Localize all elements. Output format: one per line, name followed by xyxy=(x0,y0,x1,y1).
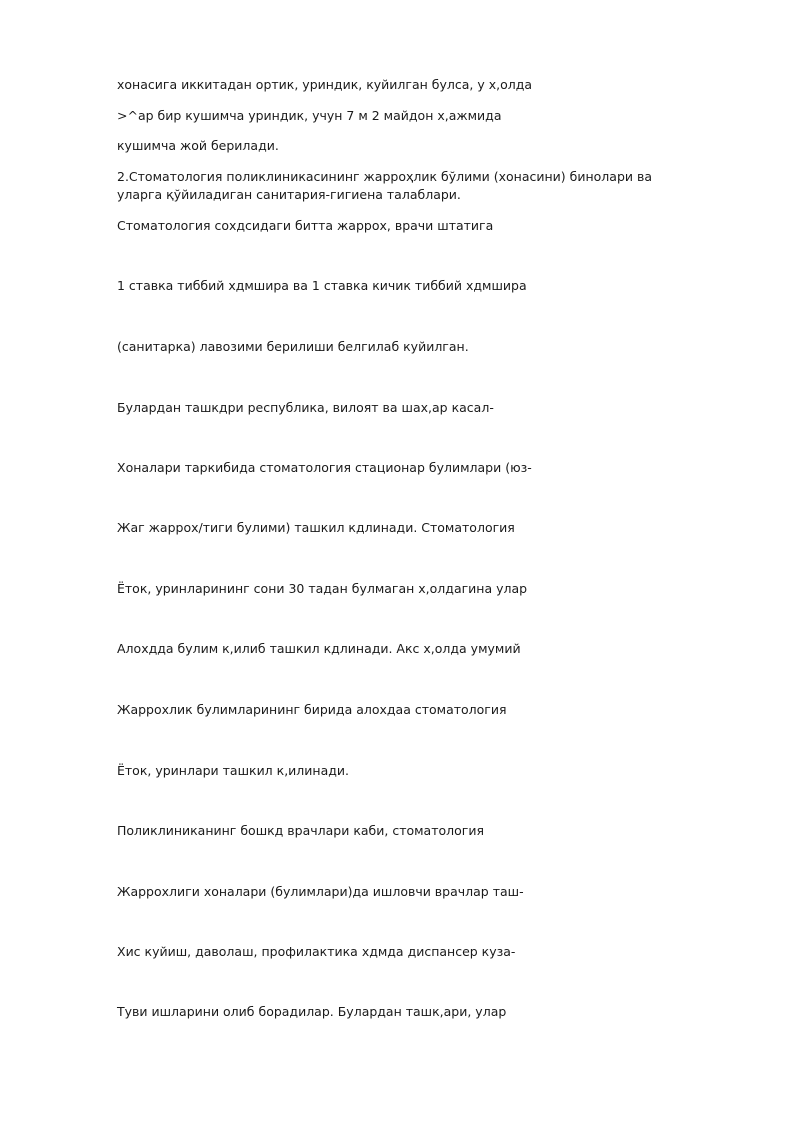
text-line-6: 1 ставка тиббий хдмшира ва 1 ставка кичик тиббий хдмшира xyxy=(117,278,527,293)
text-line-10: Жаг жаррох/тиги булими) ташкил кдлинади. Стоматология xyxy=(117,520,515,535)
text-line-1: хонасига иккитадан ортик, уриндик, куйилган булса, у х,олда xyxy=(117,77,533,92)
text-line-17: Хис куйиш, даволаш, профилактика хдмда диспансер куза- xyxy=(117,944,516,959)
text-line-2: >^ар бир кушимча уриндик, учун 7 м 2 майдон х,ажмида xyxy=(117,108,502,123)
text-line-14: Ёток, уринлари ташкил к,илинади. xyxy=(117,763,349,778)
text-line-11: Ёток, уринларининг сони 30 тадан булмаган х,олдагина улар xyxy=(117,581,528,596)
text-line-13: Жаррохлик булимларининг бирида алохдаа стоматология xyxy=(117,702,507,717)
text-line-7: (санитарка) лавозими берилиши белгилаб куйилган. xyxy=(117,339,469,354)
text-line-12: Алохдда булим к,илиб ташкил кдлинади. Акс х,олда умумий xyxy=(117,641,521,656)
text-line-3: кушимча жой берилади. xyxy=(117,138,279,153)
text-line-18: Туви ишларини олиб борадилар. Булардан ташк,ари, улар xyxy=(117,1004,507,1019)
text-line-5: Стоматология сохдсидаги битта жаррох, врачи штатига xyxy=(117,218,494,233)
text-line-8: Булардан ташкдри республика, вилоят ва шах,ар касал- xyxy=(117,400,494,415)
section-heading: 2.Стоматология поликлиникасининг жарроҳлик бўлими (хонасини) бинолари ва уларга қўйиладиган санитария-гигиена талаблари. xyxy=(117,169,653,202)
text-line-9: Хоналари таркибида стоматология стационар булимлари (юз- xyxy=(117,460,532,475)
text-line-16: Жаррохлиги хоналари (булимлари)да ишловчи врачлар таш- xyxy=(117,884,524,899)
text-line-15: Поликлиниканинг бошкд врачлари каби, стоматология xyxy=(117,823,484,838)
